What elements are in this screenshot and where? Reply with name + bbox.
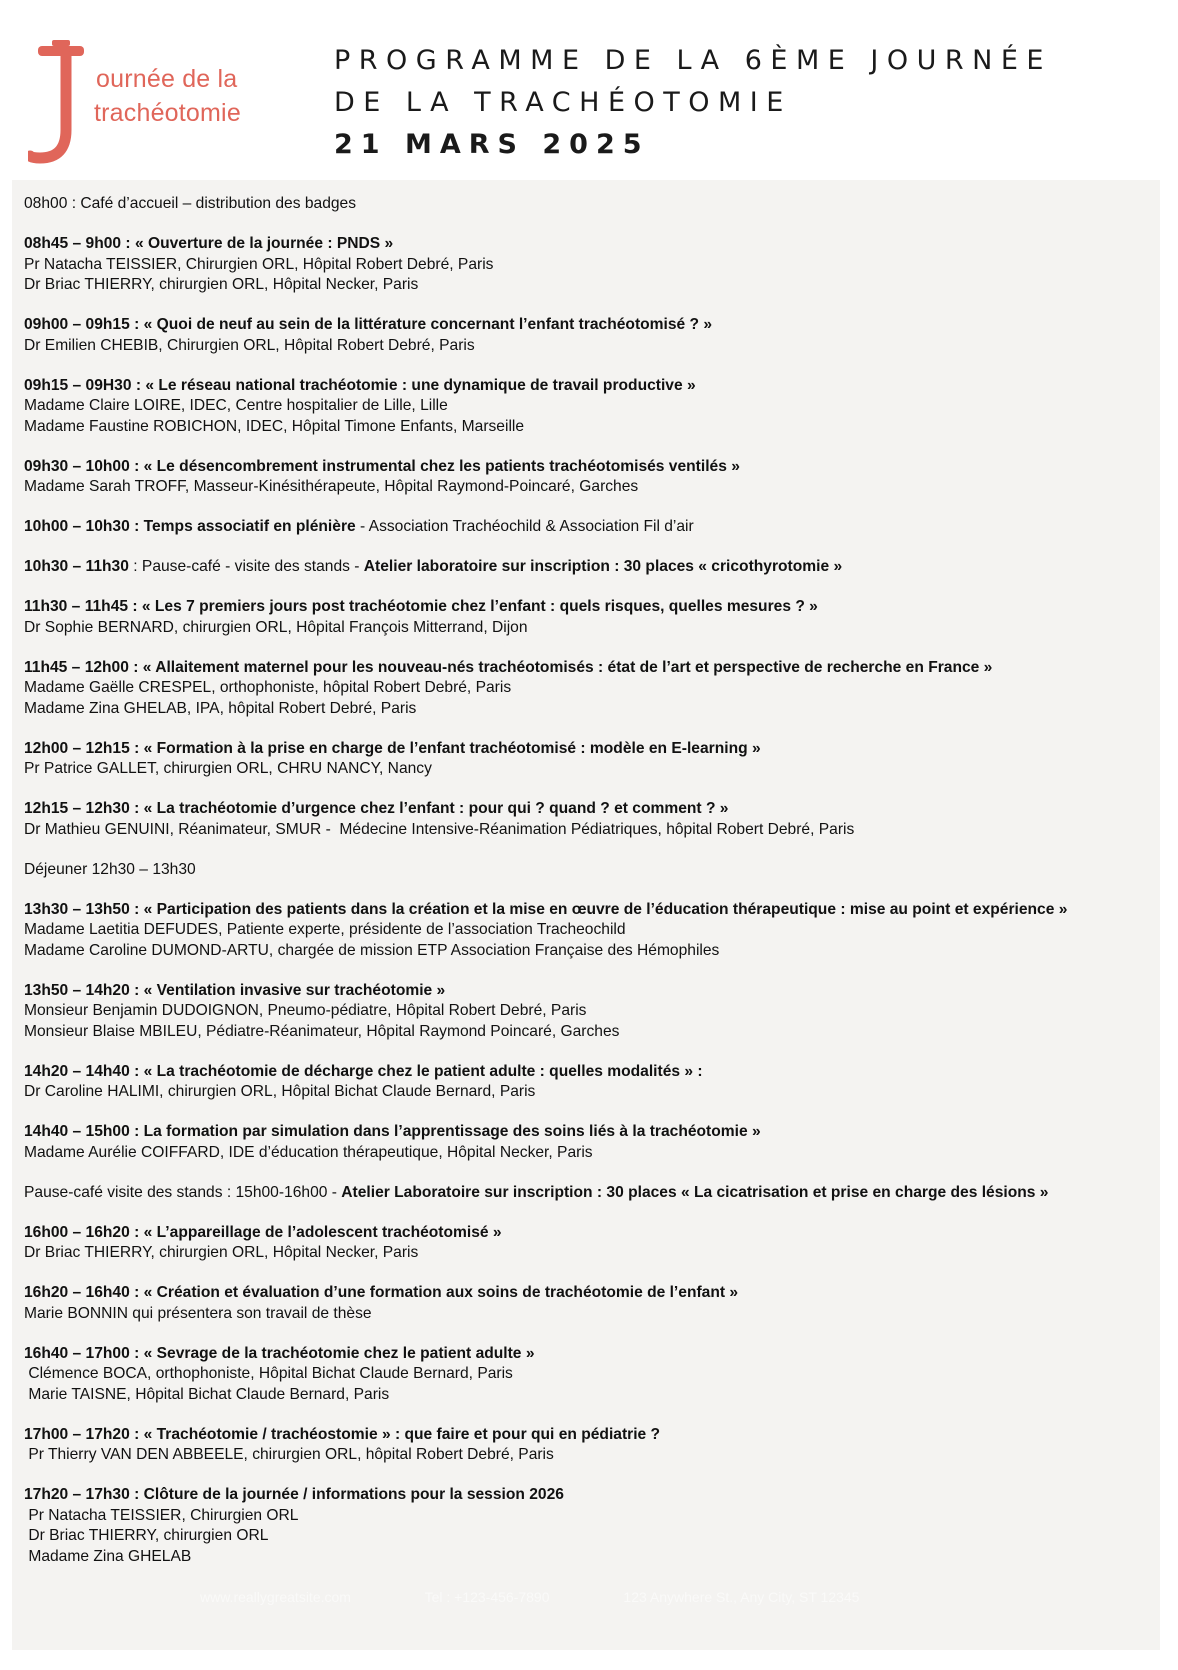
program-item-heading — [24, 557, 1164, 578]
program-item — [24, 900, 1164, 962]
session-title: « Allaitement maternel pour les nouveau-nés trachéotomisés : état de l’art et perspective de recherche en France » — [142, 658, 993, 676]
title-line-1: PROGRAMME DE LA 6ÈME JOURNÉE — [334, 45, 1052, 76]
session-title: « Participation des patients dans la création et la mise en œuvre de l’éducation thérapeutique : mise au point et expérience » — [143, 900, 1068, 918]
speaker-line: Pr Natacha TEISSIER, Chirurgien ORL — [24, 1506, 299, 1524]
speaker-line: Madame Aurélie COIFFARD, IDE d’éducation thérapeutique, Hôpital Necker, Paris — [24, 1143, 593, 1161]
program-item — [24, 1122, 1164, 1163]
program-item — [24, 799, 1164, 840]
speaker-line: Clémence BOCA, orthophoniste, Hôpital Bichat Claude Bernard, Paris — [24, 1365, 513, 1382]
journee-tracheotomie-logo — [28, 38, 288, 178]
session-title: Clôture de la journée / informations pour la session 2026 — [143, 1486, 564, 1503]
session-time: 09h15 – 09H30 : — [24, 376, 146, 394]
program-item-heading — [24, 315, 1164, 336]
program-item-heading — [24, 658, 1164, 679]
session-time: 16h00 – 16h20 : — [24, 1223, 144, 1241]
speaker-line: Dr Sophie BERNARD, chirurgien ORL, Hôpital François Mitterrand, Dijon — [24, 618, 528, 636]
speaker-line: Dr Briac THIERRY, chirurgien ORL — [24, 1527, 269, 1544]
session-time: 09h00 – 09h15 : — [24, 316, 144, 333]
program-item — [24, 376, 1164, 438]
speaker-line: Monsieur Blaise MBILEU, Pédiatre-Réanimateur, Hôpital Raymond Poincaré, Garches — [24, 1022, 620, 1040]
session-title: « Le désencombrement instrumental chez les patients trachéotomisés ventilés » — [143, 457, 740, 475]
session-time: 14h20 – 14h40 : — [24, 1062, 144, 1080]
speaker-line: Madame Claire LOIRE, IDEC, Centre hospitalier de Lille, Lille — [24, 397, 448, 414]
page-header — [0, 0, 1178, 180]
program-item — [24, 194, 1164, 215]
speaker-line: Dr Mathieu GENUINI, Réanimateur, SMUR - Médecine Intensive-Réanimation Pédiatriques, hôpital Robert Debré, Paris — [24, 820, 855, 838]
program-item — [24, 981, 1164, 1043]
speaker-line: Dr Emilien CHEBIB, Chirurgien ORL, Hôpital Robert Debré, Paris — [24, 336, 475, 354]
session-title: « L’appareillage de l’adolescent trachéotomisé » — [143, 1223, 502, 1241]
program-item-heading — [24, 739, 1164, 760]
event-date: 21 MARS 2025 — [334, 129, 650, 160]
program-item-heading — [24, 981, 1164, 1002]
session-title: « Ouverture de la journée : PNDS » — [134, 235, 394, 252]
program-item — [24, 557, 1164, 578]
logo-line-2: trachéotomie — [94, 99, 241, 127]
program-title — [334, 40, 1052, 166]
session-time: 11h45 – 12h00 : — [24, 658, 143, 676]
program-item — [24, 1344, 1164, 1406]
session-title: « Quoi de neuf au sein de la littérature concernant l’enfant trachéotomisé ? » — [143, 316, 713, 333]
program-item-heading — [24, 457, 1164, 478]
speaker-line: Dr Caroline HALIMI, chirurgien ORL, Hôpital Bichat Claude Bernard, Paris — [24, 1083, 536, 1100]
program-item-heading — [24, 517, 1164, 538]
program-item — [24, 1062, 1164, 1103]
session-title: « Création et évaluation d’une formation aux soins de trachéotomie de l’enfant » — [143, 1284, 739, 1301]
program-item-heading — [24, 1183, 1164, 1204]
session-title: Déjeuner 12h30 – 13h30 — [24, 860, 196, 878]
speaker-line: Monsieur Benjamin DUDOIGNON, Pneumo-pédiatre, Hôpital Robert Debré, Paris — [24, 1002, 587, 1019]
session-time: 13h50 – 14h20 : — [24, 981, 144, 999]
speaker-line: Madame Gaëlle CRESPEL, orthophoniste, hôpital Robert Debré, Paris — [24, 679, 512, 696]
program-item-heading — [24, 799, 1164, 820]
session-title: Temps associatif en plénière — [143, 518, 356, 535]
program-item — [24, 234, 1164, 296]
session-time: 12h15 – 12h30 : — [24, 800, 144, 817]
session-time: 16h40 – 17h00 : — [24, 1344, 144, 1362]
program-item-heading — [24, 900, 1164, 921]
speaker-line: Madame Zina GHELAB — [24, 1547, 192, 1565]
session-time: 12h00 – 12h15 : — [24, 739, 144, 757]
speaker-line: Marie TAISNE, Hôpital Bichat Claude Bernard, Paris — [24, 1385, 390, 1403]
logo-line-1: ournée de la — [96, 65, 238, 93]
speaker-line: Pr Patrice GALLET, chirurgien ORL, CHRU NANCY, Nancy — [24, 760, 432, 777]
session-title: « Sevrage de la trachéotomie chez le patient adulte » — [143, 1344, 535, 1362]
footer-address: 123 Anywhere St., Any City, ST 12345 — [623, 1589, 860, 1605]
program-item-heading — [24, 1425, 1164, 1446]
program-item — [24, 1425, 1164, 1466]
program-list — [24, 194, 1164, 1587]
speaker-line: Dr Briac THIERRY, chirurgien ORL, Hôpital Necker, Paris — [24, 276, 419, 293]
program-item-heading — [24, 376, 1164, 397]
session-title: « Trachéotomie / trachéostomie » : que faire et pour qui en pédiatrie ? — [143, 1425, 661, 1443]
session-note: - Association Trachéochild & Association Fil d’air — [355, 518, 694, 535]
title-line-2: DE LA TRACHÉOTOMIE — [334, 87, 792, 118]
session-title: « Ventilation invasive sur trachéotomie » — [143, 981, 446, 999]
program-item — [24, 315, 1164, 356]
speaker-line: Madame Faustine ROBICHON, IDEC, Hôpital Timone Enfants, Marseille — [24, 417, 525, 435]
program-item-heading — [24, 1283, 1164, 1304]
speaker-line: Marie BONNIN qui présentera son travail de thèse — [24, 1304, 372, 1322]
session-time: 09h30 – 10h00 : — [24, 457, 144, 475]
session-time: 14h40 – 15h00 : — [24, 1123, 144, 1140]
program-item-heading — [24, 1223, 1164, 1244]
speaker-line: Madame Sarah TROFF, Masseur-Kinésithérapeute, Hôpital Raymond-Poincaré, Garches — [24, 478, 639, 495]
program-item — [24, 1223, 1164, 1264]
speaker-line: Pr Natacha TEISSIER, Chirurgien ORL, Hôpital Robert Debré, Paris — [24, 255, 494, 273]
session-time: 13h30 – 13h50 : — [24, 900, 144, 918]
program-item — [24, 1183, 1164, 1204]
speaker-line: Pr Thierry VAN DEN ABBEELE, chirurgien ORL, hôpital Robert Debré, Paris — [24, 1446, 554, 1463]
footer-website: www.reallygreatsite.com — [200, 1589, 351, 1605]
program-item-heading — [24, 1122, 1164, 1143]
speaker-line: Dr Briac THIERRY, chirurgien ORL, Hôpital Necker, Paris — [24, 1244, 419, 1261]
session-title: « La trachéotomie de décharge chez le patient adulte : quelles modalités » : — [143, 1062, 703, 1080]
program-item — [24, 597, 1164, 638]
program-item — [24, 457, 1164, 498]
session-time: 17h20 – 17h30 : — [24, 1486, 144, 1503]
footer-contact — [200, 1589, 1100, 1605]
session-time: 08h45 – 9h00 : — [24, 235, 135, 252]
program-item-heading — [24, 597, 1164, 618]
program-item — [24, 1283, 1164, 1324]
program-item-heading — [24, 234, 1164, 255]
program-item — [24, 860, 1164, 881]
program-item — [24, 517, 1164, 538]
workshop-note: Atelier Laboratoire sur inscription : 30 places « La cicatrisation et prise en charge des lésions » — [341, 1183, 1049, 1201]
session-title: Pause-café visite des stands : 15h00-16h00 - — [24, 1183, 342, 1201]
session-title: « Les 7 premiers jours post trachéotomie chez l’enfant : quels risques, quelles mesures ? » — [141, 598, 818, 615]
session-time: 10h30 – 11h30 — [24, 558, 129, 575]
session-title: « Formation à la prise en charge de l’enfant trachéotomisé : modèle en E-learning » — [143, 739, 761, 757]
session-title: 08h00 : Café d’accueil – distribution des badges — [24, 195, 357, 212]
workshop-note: Atelier laboratoire sur inscription : 30 places « cricothyrotomie » — [363, 558, 843, 575]
session-title: « Le réseau national trachéotomie : une dynamique de travail productive » — [145, 376, 696, 394]
session-time: 16h20 – 16h40 : — [24, 1284, 144, 1301]
program-item-heading — [24, 1344, 1164, 1365]
program-item-heading — [24, 860, 1164, 881]
speaker-line: Madame Laetitia DEFUDES, Patiente experte, présidente de l’association Tracheochild — [24, 921, 626, 938]
session-title: La formation par simulation dans l’apprentissage des soins liés à la trachéotomie » — [143, 1123, 761, 1140]
program-item — [24, 1485, 1164, 1567]
speaker-line: Madame Caroline DUMOND-ARTU, chargée de mission ETP Association Française des Hémophiles — [24, 941, 720, 959]
footer-phone: Tel : +123-456-7890 — [424, 1589, 550, 1605]
program-item — [24, 739, 1164, 780]
session-time: 17h00 – 17h20 : — [24, 1425, 144, 1443]
session-time: 10h00 – 10h30 : — [24, 518, 144, 535]
program-item — [24, 658, 1164, 720]
session-time: 11h30 – 11h45 : — [24, 598, 142, 615]
session-title: : Pause-café - visite des stands - — [128, 558, 364, 575]
session-title: « La trachéotomie d’urgence chez l’enfant : pour qui ? quand ? et comment ? » — [143, 800, 729, 817]
program-item-heading — [24, 1062, 1164, 1083]
program-item-heading — [24, 1485, 1164, 1506]
program-item-heading — [24, 194, 1164, 215]
speaker-line: Madame Zina GHELAB, IPA, hôpital Robert Debré, Paris — [24, 699, 417, 717]
